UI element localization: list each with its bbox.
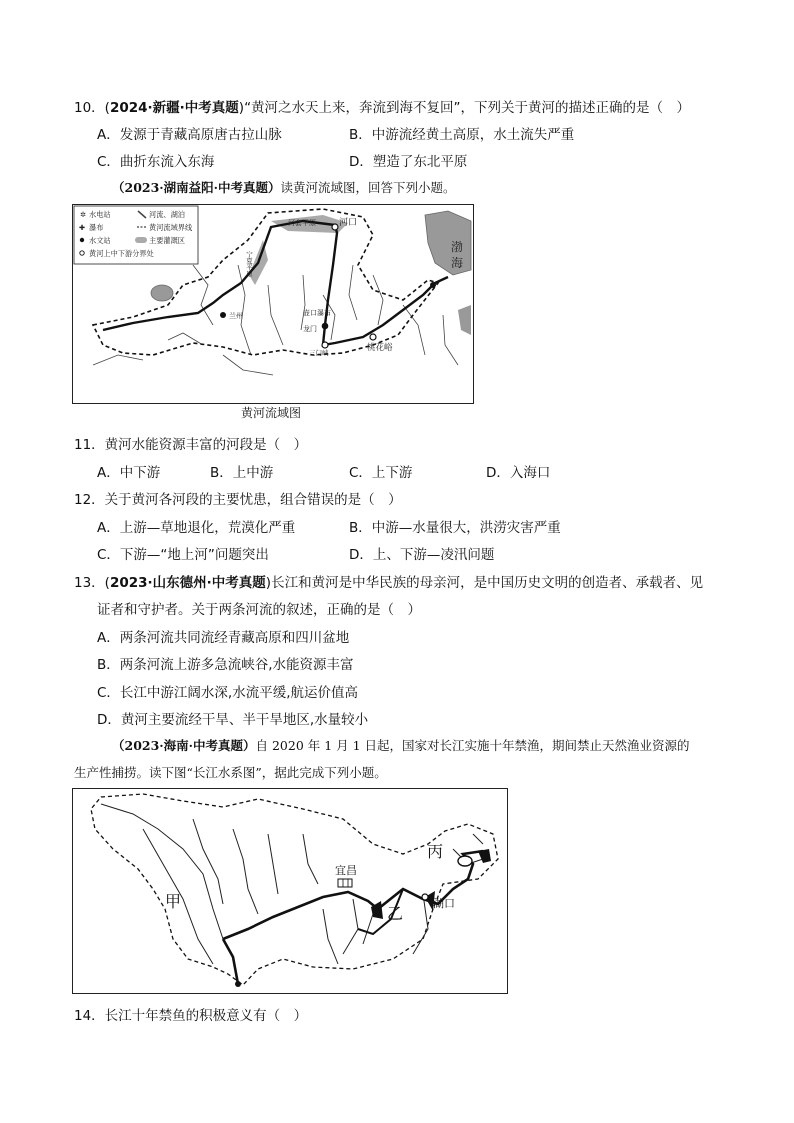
legend-irrigation-area: 主要灌溉区 [149, 236, 185, 245]
label-yichang: 宜昌 [335, 864, 357, 877]
q13-number: 13．( [74, 575, 110, 591]
label-yi: 乙 [387, 904, 404, 923]
legend-section-boundary: 黄河上中下游分界处 [89, 249, 154, 258]
legend-basin-boundary: 黄河流域界线 [149, 223, 193, 232]
q10-source: 2024·新疆·中考真题 [109, 100, 239, 116]
label-hukou: 湖口 [433, 897, 455, 910]
label-hukou-waterfall: 壶口瀑布 [303, 309, 331, 317]
legend-hydropower-icon: ✲ [80, 210, 87, 219]
q10-stem [74, 96, 690, 116]
q13-stem-line1 [74, 571, 703, 591]
q11-option-d: D．入海口 [486, 465, 551, 481]
q13-source: 2023·山东德州·中考真题 [109, 575, 266, 591]
intro-yangtze-line2: 生产性捕捞。读下图“长江水系图”，据此完成下列小题。 [74, 765, 387, 780]
legend-waterfall: 瀑布 [89, 223, 104, 232]
label-longmen: 龙门 [303, 325, 317, 333]
q13-option-c: C．长江中游江阔水深,水流平缓,航运价值高 [97, 685, 359, 701]
q10-text: )“黄河之水天上来，奔流到海不复回”，下列关于黄河的描述正确的是（ ） [238, 100, 691, 116]
q13-option-d: D．黄河主要流经干旱、半干旱地区,水量较小 [97, 712, 369, 728]
legend-hydropower: 水电站 [89, 210, 111, 219]
q13-stem-line2: 证者和守护者。关于两条河流的叙述，正确的是（ ） [97, 602, 421, 618]
label-bohai-1: 渤 [451, 240, 464, 254]
intro2-text-1: 自 2020 年 1 月 1 日起，国家对长江实施十年禁渔，期间禁止天然渔业资源的 [255, 738, 690, 753]
intro1-text: 读黄河流域图，回答下列小题。 [280, 180, 456, 195]
legend-hydrological-station: 水文站 [89, 236, 111, 245]
label-sanmenxia: 三门峡 [309, 349, 329, 357]
q13-text-1: )长江和黄河是中华民族的母亲河，是中国历史文明的创造者、承载者、见 [265, 575, 704, 591]
q11-option-a: A．中下游 [97, 465, 161, 481]
yellow-river-map-svg [73, 205, 473, 403]
q10-option-a: A．发源于青藏高原唐古拉山脉 [97, 127, 282, 143]
q10-option-c: C．曲折东流入东海 [97, 154, 215, 170]
q13-option-b: B．两条河流上游多急流峡谷,水能资源丰富 [97, 657, 354, 673]
yellow-river-map-caption: 黄河流域图 [241, 406, 302, 420]
q11-option-c: C．上下游 [349, 465, 413, 481]
label-jia: 甲 [165, 892, 182, 911]
q11-option-b: B．上中游 [210, 465, 274, 481]
label-hekou: 河口 [339, 218, 358, 228]
intro1-source: （2023·湖南益阳·中考真题） [112, 180, 281, 195]
q10-number: 10．( [74, 100, 110, 116]
q12-option-c: C．下游—“地上河”问题突出 [97, 547, 269, 563]
label-lanzhou: 兰州 [229, 312, 243, 320]
intro2-source: （2023·海南·中考真题） [112, 738, 256, 753]
q10-option-b: B．中游流经黄土高原，水土流失严重 [349, 127, 575, 143]
q12-option-d: D．上、下游—凌汛问题 [349, 547, 495, 563]
legend-waterfall-icon: ✚ [79, 223, 86, 232]
q14-stem: 14．长江十年禁鱼的积极意义有（ ） [74, 1008, 308, 1024]
q12-option-b: B．中游—水量很大，洪涝灾害严重 [349, 520, 561, 536]
yellow-river-map [72, 204, 474, 404]
label-taohuayu: 桃花峪 [367, 343, 393, 353]
label-ningxia-plain: 宁夏平原 [245, 251, 253, 277]
label-hetao-plain: 河套平原 [288, 219, 316, 227]
q11-stem: 11．黄河水能资源丰富的河段是（ ） [74, 437, 308, 453]
label-bohai-2: 海 [451, 256, 464, 270]
q12-stem: 12．关于黄河各河段的主要忧患，组合错误的是（ ） [74, 492, 402, 508]
legend-rivers-lakes: 河流、湖泊 [149, 210, 185, 219]
intro-yangtze-line1 [112, 736, 690, 754]
label-bing: 丙 [427, 842, 444, 861]
intro-yellow-river [112, 178, 456, 196]
yangtze-river-map-svg [73, 789, 507, 993]
q12-option-a: A．上游—草地退化，荒漠化严重 [97, 520, 296, 536]
q10-option-d: D．塑造了东北平原 [349, 154, 468, 170]
yangtze-river-map [72, 788, 508, 994]
q13-option-a: A．两条河流共同流经青藏高原和四川盆地 [97, 630, 350, 646]
